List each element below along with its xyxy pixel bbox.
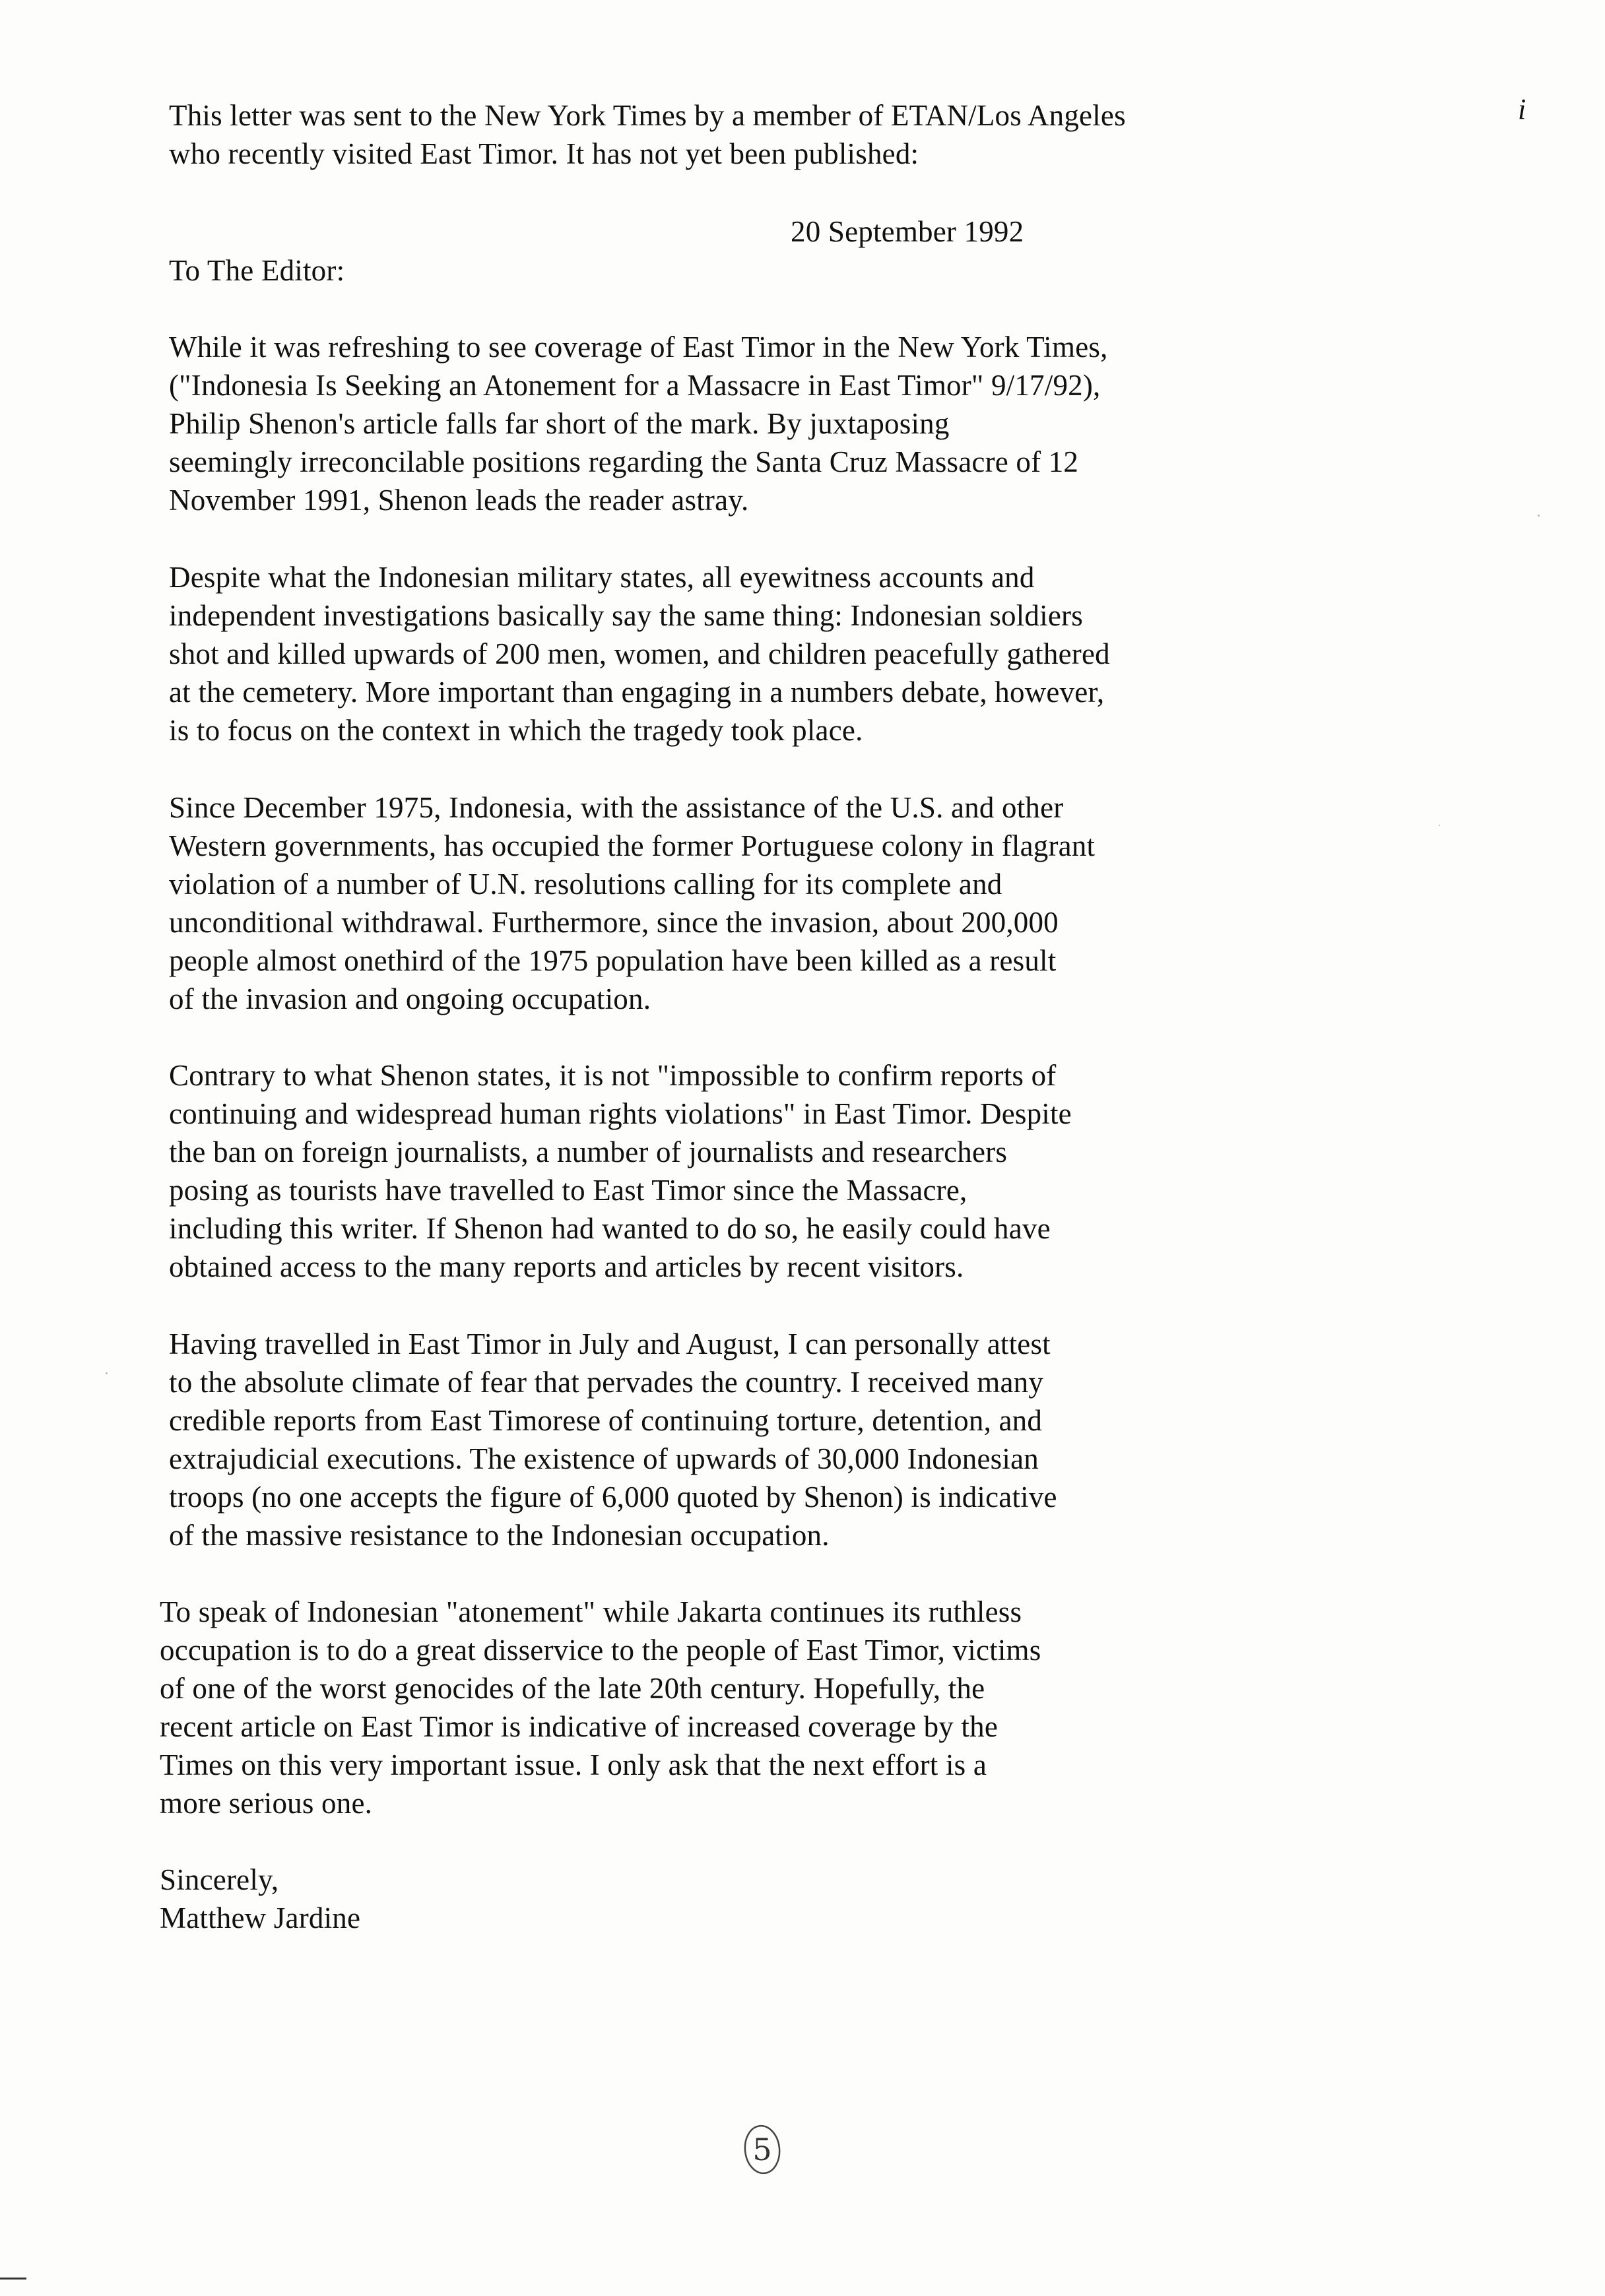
scan-speck [1439, 825, 1440, 826]
page-number-circle [736, 2111, 789, 2184]
body-line: posing as tourists have travelled to East Timor since the Massacre, [169, 1174, 967, 1207]
intro-line: This letter was sent to the New York Times by a member of ETAN/Los Angeles [169, 99, 1126, 132]
body-line: is to focus on the context in which the tragedy took place. [169, 714, 863, 747]
body-line: the ban on foreign journalists, a number of journalists and researchers [169, 1135, 1008, 1168]
body-line: Western governments, has occupied the former Portuguese colony in flagrant [169, 829, 1096, 862]
body-line: troops (no one accepts the figure of 6,000 quoted by Shenon) is indicative [169, 1481, 1057, 1514]
body-line: To speak of Indonesian "atonement" while Jakarta continues its ruthless [160, 1595, 1022, 1628]
body-line: extrajudicial executions. The existence of upwards of 30,000 Indonesian [169, 1442, 1039, 1475]
body-line: violation of a number of U.N. resolutions calling for its complete and [169, 868, 1002, 901]
body-line: people almost onethird of the 1975 population have been killed as a result [169, 944, 1057, 977]
body-line: of one of the worst genocides of the late 20th century. Hopefully, the [160, 1672, 985, 1705]
body-line: of the invasion and ongoing occupation. [169, 982, 651, 1015]
letter-date: 20 September 1992 [791, 215, 1024, 248]
body-line: Times on this very important issue. I only ask that the next effort is a [160, 1748, 987, 1781]
page-number: 5 [752, 2132, 772, 2167]
body-line: Having travelled in East Timor in July and August, I can personally attest [169, 1327, 1051, 1360]
body-line: Since December 1975, Indonesia, with the assistance of the U.S. and other [169, 791, 1064, 824]
scan-edge-mark [0, 2278, 26, 2280]
body-line: more serious one. [160, 1787, 373, 1820]
body-line: unconditional withdrawal. Furthermore, since the invasion, about 200,000 [169, 906, 1059, 939]
body-line: While it was refreshing to see coverage of East Timor in the New York Times, [169, 331, 1108, 364]
body-line: of the massive resistance to the Indonesian occupation. [169, 1519, 830, 1552]
body-line: November 1991, Shenon leads the reader astray. [169, 484, 749, 517]
scan-speck [106, 1372, 108, 1374]
body-line: Despite what the Indonesian military states, all eyewitness accounts and [169, 561, 1035, 594]
body-line: to the absolute climate of fear that pervades the country. I received many [169, 1366, 1044, 1399]
body-line: recent article on East Timor is indicative of increased coverage by the [160, 1710, 999, 1743]
intro-line: who recently visited East Timor. It has not yet been published: [169, 137, 919, 170]
corner-handwritten-mark: i [1518, 93, 1526, 125]
body-line: credible reports from East Timorese of continuing torture, detention, and [169, 1404, 1043, 1437]
body-line: including this writer. If Shenon had wanted to do so, he easily could have [169, 1212, 1051, 1245]
body-line: ("Indonesia Is Seeking an Atonement for a Massacre in East Timor" 9/17/92), [169, 369, 1101, 402]
signature-name: Matthew Jardine [160, 1901, 361, 1934]
scan-speck [1538, 515, 1540, 517]
body-line: shot and killed upwards of 200 men, women, and children peacefully gathered [169, 637, 1110, 670]
body-line: Contrary to what Shenon states, it is not "impossible to confirm reports of [169, 1059, 1057, 1092]
body-line: seemingly irreconcilable positions regarding the Santa Cruz Massacre of 12 [169, 445, 1079, 478]
body-line: occupation is to do a great disservice to the people of East Timor, victims [160, 1634, 1041, 1667]
body-line: Philip Shenon's article falls far short of the mark. By juxtaposing [169, 407, 950, 440]
body-line: at the cemetery. More important than engaging in a numbers debate, however, [169, 676, 1105, 709]
closing: Sincerely, [160, 1863, 279, 1896]
body-line: independent investigations basically say the same thing: Indonesian soldiers [169, 599, 1083, 632]
salutation: To The Editor: [169, 254, 345, 287]
body-line: continuing and widespread human rights violations" in East Timor. Despite [169, 1097, 1072, 1130]
body-line: obtained access to the many reports and articles by recent visitors. [169, 1250, 964, 1283]
